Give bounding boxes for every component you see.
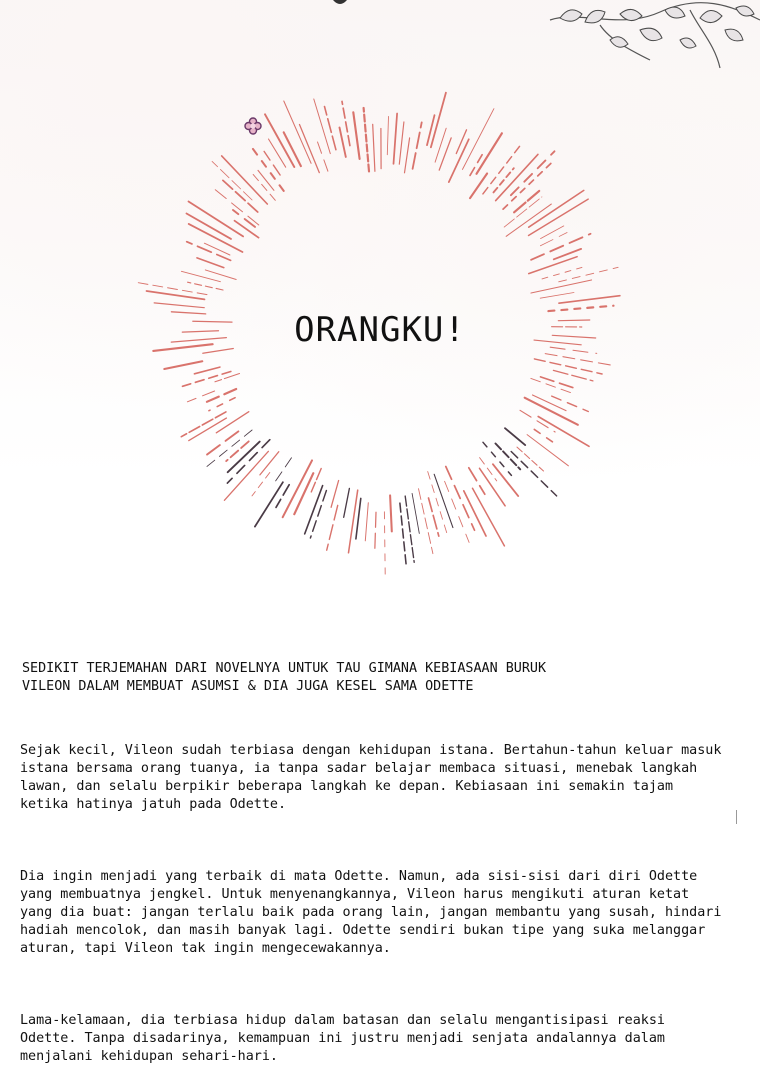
- burst-line: [252, 473, 270, 496]
- burst-line: [387, 116, 388, 154]
- burst-line: [505, 428, 525, 445]
- burst-line: [511, 151, 555, 195]
- burst-line: [533, 395, 567, 411]
- burst-line: [496, 154, 538, 200]
- burst-line: [394, 114, 398, 164]
- burst-line: [327, 505, 338, 550]
- burst-line: [503, 163, 552, 210]
- burst-line: [538, 417, 589, 447]
- burst-line: [164, 361, 202, 369]
- burst-line: [375, 512, 376, 550]
- flower-branch-illustration: [540, 0, 760, 70]
- burst-line: [203, 389, 236, 403]
- burst-line: [494, 168, 514, 192]
- burst-line: [534, 429, 555, 443]
- notes-paragraph-2: Dia ingin menjadi yang terbaik di mata Odette. Namun, ada sisi-sisi dari diri Odette yang membuatnya jengkel. Untuk menyenangkannya, Vileon harus mengikuti aturan ketat yang dia buat: jangan terlalu baik pada orang lain, jangan membantu yang susah, hindari hadiah mencolok, dan masih banyak lagi. Odette sendiri bukan tipe yang suka melanggar aturan, tapi Vileon tak ingin mengecewakannya.: [20, 868, 740, 958]
- burst-line: [183, 372, 231, 387]
- burst-line: [221, 179, 258, 212]
- burst-line: [215, 374, 240, 382]
- burst-line: [181, 412, 226, 437]
- burst-line: [269, 139, 286, 167]
- burst-line: [260, 452, 279, 475]
- burst-line: [356, 498, 361, 539]
- burst-line: [147, 291, 205, 299]
- notes-paragraph-3: Lama-kelamaan, dia terbiasa hidup dalam batasan dan selalu mengantisipasi reaksi Odette. Tanpa disadarinya, kemampuan ini justru menjadi senjata andalannya dalam menjalani kehidupan sehari-hari.: [20, 1012, 740, 1066]
- burst-line: [331, 481, 339, 508]
- burst-line: [405, 138, 410, 173]
- burst-line: [470, 174, 487, 199]
- burst-line: [477, 133, 502, 174]
- burst-line: [251, 146, 284, 191]
- burst-line: [540, 293, 574, 299]
- burst-line: [207, 430, 252, 467]
- burst-line: [344, 488, 350, 517]
- burst-line: [541, 226, 564, 239]
- burst-line: [227, 440, 269, 483]
- burst-line: [554, 249, 581, 259]
- burst-line: [300, 125, 320, 173]
- burst-line: [429, 498, 439, 536]
- burst-line: [534, 359, 602, 374]
- burst-line: [525, 398, 578, 425]
- burst-line: [529, 199, 589, 235]
- burst-line: [540, 233, 567, 246]
- burst-line: [390, 495, 392, 531]
- burst-line: [342, 101, 350, 145]
- burst-line: [529, 190, 584, 227]
- burst-line: [284, 132, 301, 166]
- burst-line: [340, 128, 346, 157]
- burst-line: [274, 458, 292, 484]
- burst-line: [373, 124, 375, 171]
- burst-line: [204, 243, 230, 255]
- burst-line: [276, 485, 289, 508]
- burst-line: [311, 469, 321, 492]
- burst-line: [294, 473, 313, 514]
- notes-paragraph-1: Sejak kecil, Vileon sudah terbiasa dengan kehidupan istana. Bertahun-tahun keluar masuk istana bersama orang tuanya, ia tanpa sadar belajar membaca situasi, menebak langkah lawan, dan selalu berpikir beberapa langkah ke depan. Kebiasaan ini semakin tajam ketika hatinya jatuh pada Odette.: [20, 742, 740, 814]
- leaf-fragment: [333, 0, 347, 6]
- burst-line: [222, 156, 268, 204]
- burst-line: [189, 224, 243, 252]
- burst-line: [365, 503, 368, 541]
- burst-line: [226, 441, 249, 461]
- sparkle-icon: [243, 116, 263, 136]
- burst-line: [349, 490, 358, 553]
- burst-line: [187, 242, 231, 261]
- burst-line: [559, 267, 618, 282]
- notes-intro: SEDIKIT TERJEMAHAN DARI NOVELNYA UNTUK TAU GIMANA KEBIASAAN BURUK VILEON DALAM MEMBUAT ASUMSI & DIA JUGA KESEL SAMA ODETTE: [20, 660, 740, 696]
- burst-line: [197, 258, 224, 268]
- burst-line: [399, 122, 404, 164]
- burst-line: [517, 447, 544, 471]
- burst-line: [364, 108, 369, 171]
- burst-line: [400, 503, 407, 567]
- burst-line: [511, 452, 556, 496]
- burst-line: [520, 410, 555, 432]
- burst-line: [559, 296, 620, 304]
- burst-line: [456, 130, 466, 154]
- burst-line: [188, 282, 223, 290]
- burst-line: [325, 107, 336, 150]
- burst-line: [413, 122, 422, 168]
- burst-line: [194, 367, 220, 374]
- translation-notes: [20, 624, 740, 1084]
- burst-line: [405, 496, 414, 562]
- burst-line: [553, 370, 593, 381]
- burst-line: [552, 396, 589, 411]
- burst-line: [412, 493, 419, 533]
- burst-line: [205, 270, 236, 280]
- burst-line: [224, 451, 268, 500]
- burst-line: [531, 280, 592, 293]
- burst-line: [480, 458, 497, 481]
- burst-line: [541, 377, 575, 388]
- exclamation-heading: ORANGKU!: [0, 310, 760, 350]
- burst-line: [235, 221, 259, 238]
- text-cursor: [736, 810, 737, 824]
- burst-line: [353, 112, 359, 159]
- burst-line: [419, 489, 433, 554]
- burst-line: [317, 141, 328, 172]
- burst-line: [154, 303, 204, 308]
- burst-line: [384, 512, 385, 574]
- burst-line: [449, 139, 469, 182]
- burst-line: [314, 99, 331, 154]
- burst-line: [233, 210, 255, 227]
